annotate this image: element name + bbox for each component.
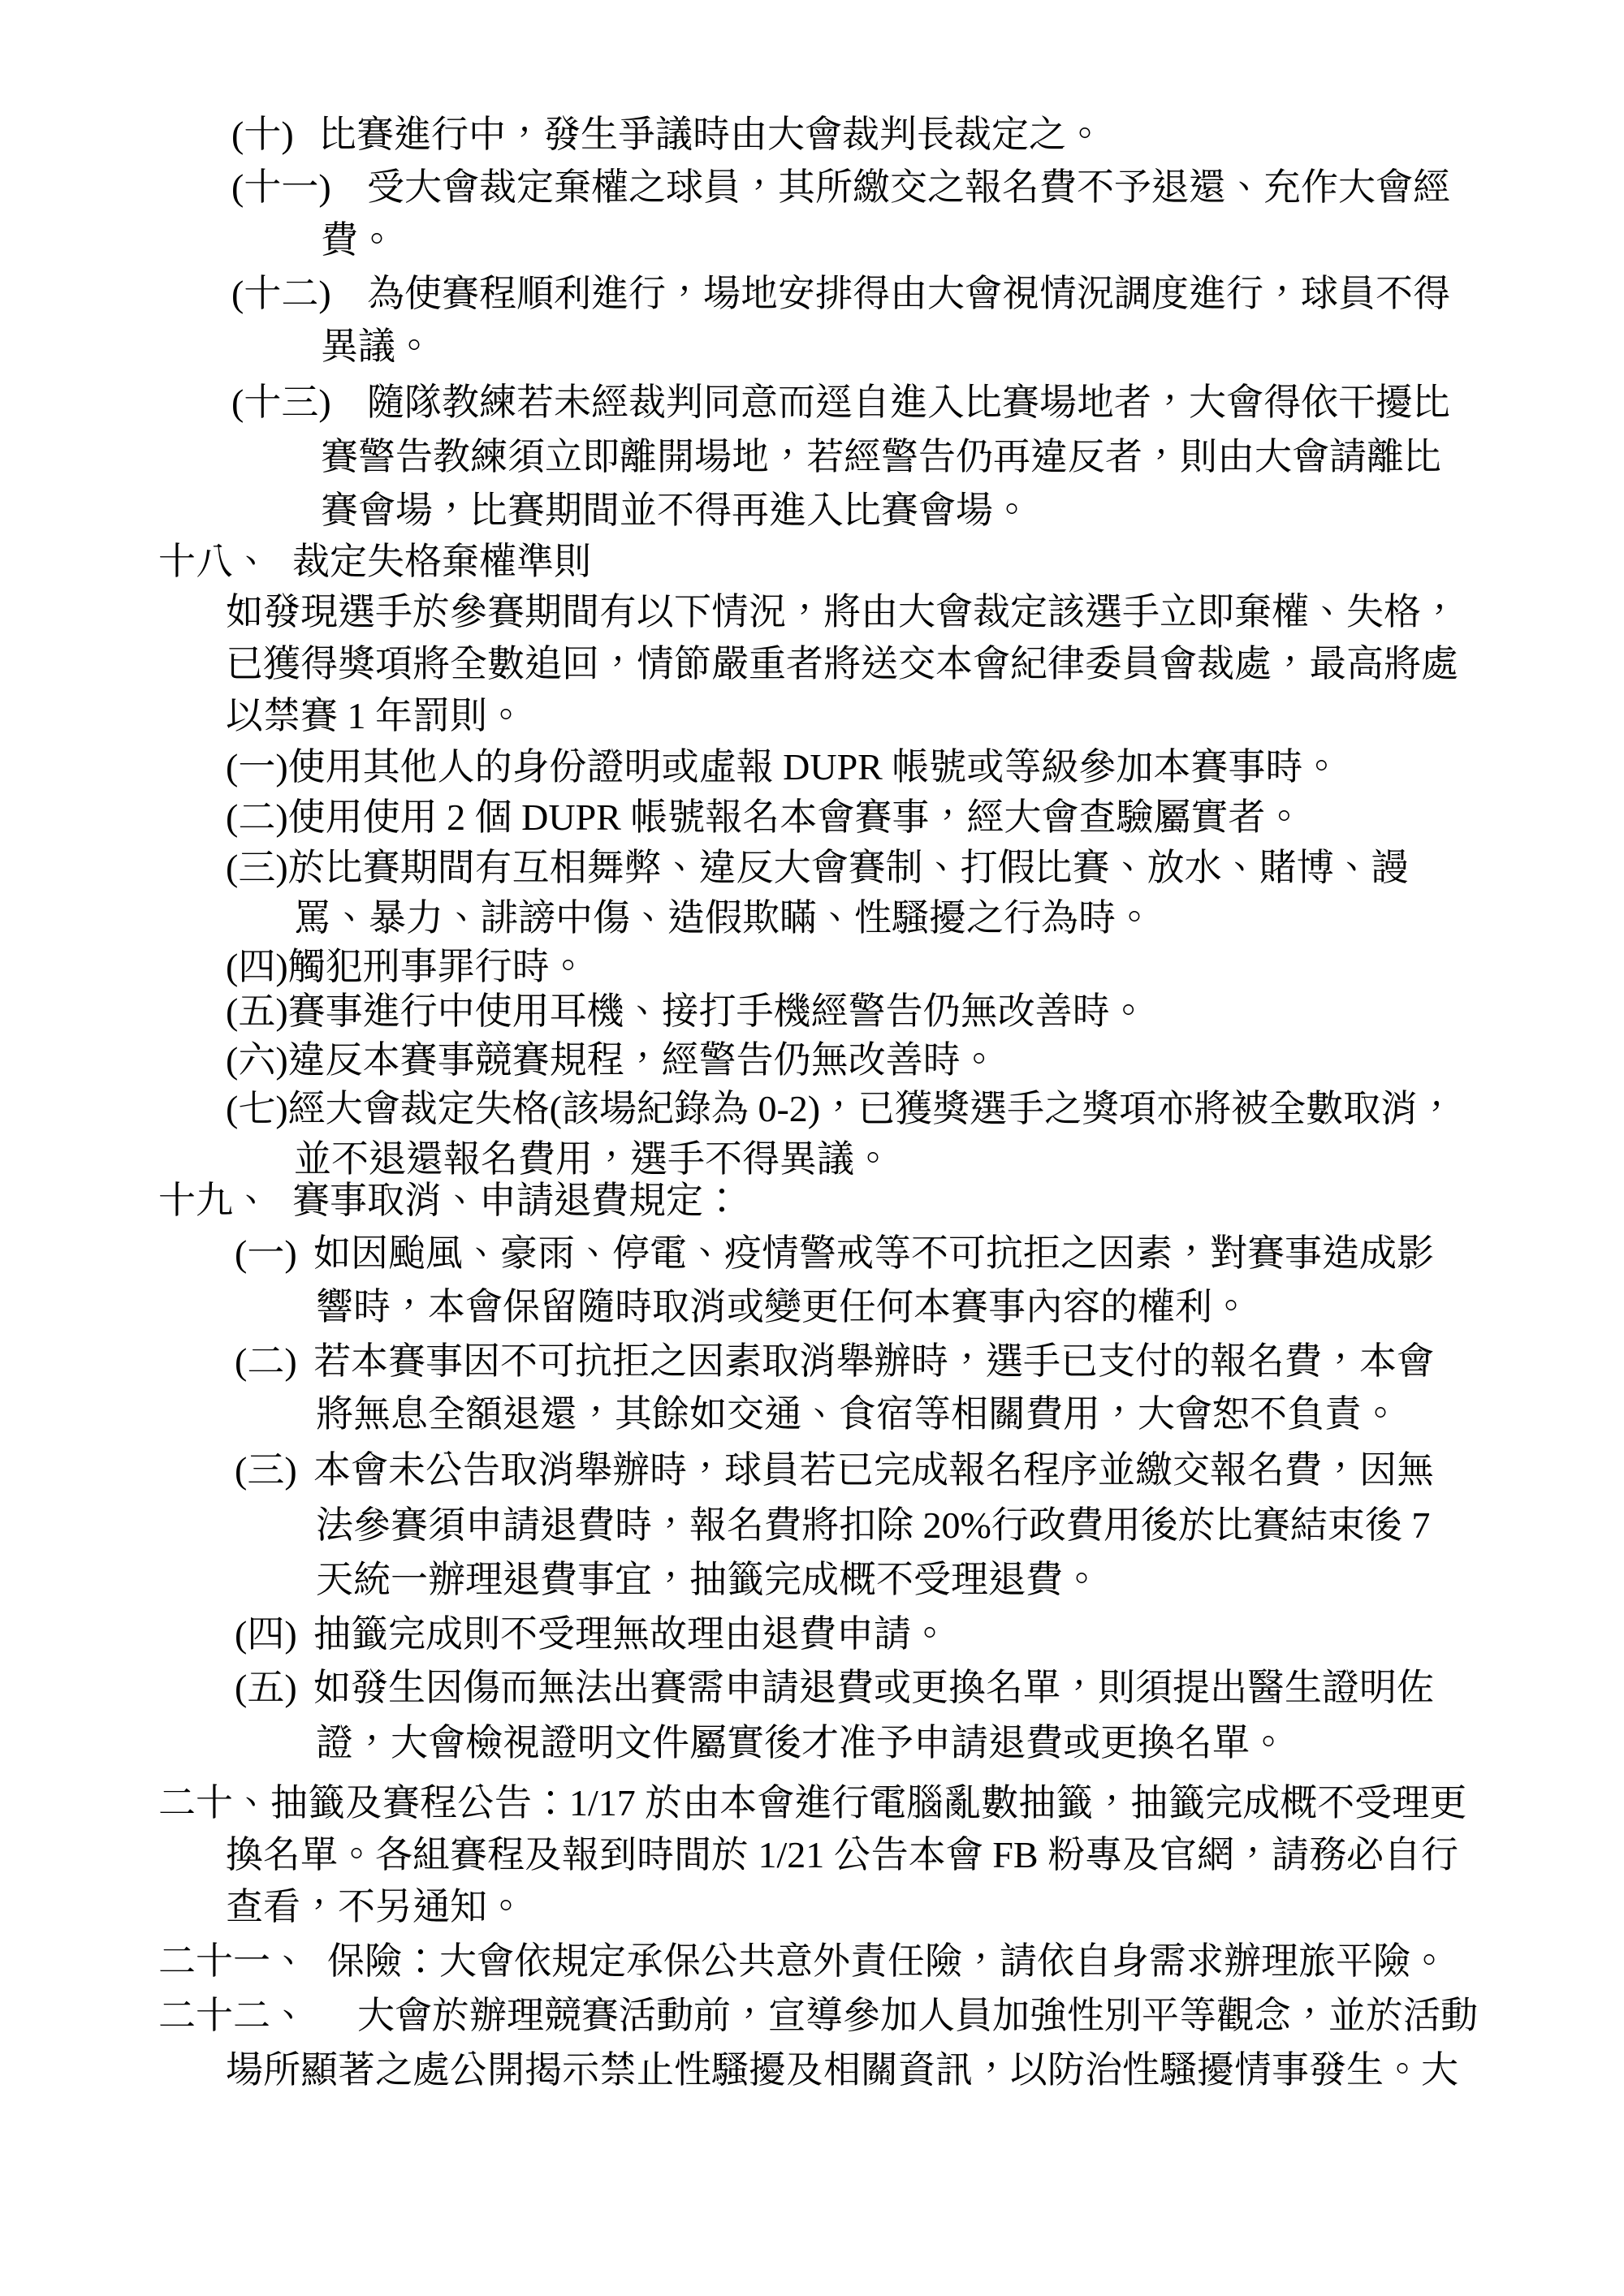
text-line xyxy=(0,326,1624,374)
text-segment: 如發生因傷而無法出賽需申請退費或更換名單，則須提出醫生證明佐 xyxy=(313,1667,1434,1708)
text-line xyxy=(0,490,1624,538)
text-line xyxy=(0,166,1624,215)
text-segment: (十) xyxy=(231,114,294,155)
text-line xyxy=(0,591,1624,640)
text-segment: 賽警告教練須立即離開場地，若經警告仍再違反者，則由大會請離比 xyxy=(321,436,1441,477)
text-segment: 保險：大會依規定承保公共意外責任險，請依自身需求辦理旅平險。 xyxy=(327,1940,1448,1982)
text-segment: 隨隊教練若未經裁判同意而逕自進入比賽場地者，大會得依干擾比 xyxy=(367,382,1450,423)
text-line xyxy=(0,1504,1624,1553)
text-line xyxy=(0,1613,1624,1662)
text-segment: 將無息全額退還，其餘如交通、食宿等相關費用，大會恕不負責。 xyxy=(316,1393,1399,1435)
text-segment: (七)經大會裁定失格(該場紀錄為 0-2)，已獲獎選手之獎項亦將被全數取消， xyxy=(226,1088,1456,1129)
text-segment: 抽籤及賽程公告：1/17 於由本會進行電腦亂數抽籤，抽籤完成概不受理更 xyxy=(270,1782,1467,1823)
text-line xyxy=(0,796,1624,845)
text-segment: 受大會裁定棄權之球員，其所繳交之報名費不予退還、充作大會經 xyxy=(367,166,1450,208)
text-segment: (一)使用其他人的身份證明或虛報 DUPR 帳號或等級參加本賽事時。 xyxy=(226,746,1341,788)
text-line xyxy=(0,1039,1624,1088)
text-line xyxy=(0,541,1624,589)
text-line xyxy=(0,897,1624,946)
text-segment: (二) xyxy=(235,1340,297,1382)
text-segment: (三) xyxy=(235,1449,297,1491)
text-segment: 二十一、 xyxy=(158,1940,308,1982)
text-segment: 裁定失格棄權準則 xyxy=(292,541,591,582)
text-line xyxy=(0,382,1624,430)
text-segment: 異議。 xyxy=(321,326,433,367)
text-segment: (四) xyxy=(235,1613,297,1655)
text-line xyxy=(0,1559,1624,1608)
text-line xyxy=(0,219,1624,268)
text-segment: 如因颱風、豪雨、停電、疫情警戒等不可抗拒之因素，對賽事造成影 xyxy=(313,1232,1434,1274)
text-line xyxy=(0,1782,1624,1831)
text-line xyxy=(0,1940,1624,1989)
text-segment: 換名單。各組賽程及報到時間於 1/21 公告本會 FB 粉專及官網，請務必自行 xyxy=(226,1834,1459,1875)
text-segment: (四)觸犯刑事罪行時。 xyxy=(226,946,587,987)
text-segment: 賽會場，比賽期間並不得再進入比賽會場。 xyxy=(321,490,1030,531)
text-segment: (六)違反本賽事競賽規程，經警告仍無改善時。 xyxy=(226,1039,998,1081)
text-line xyxy=(0,273,1624,322)
text-line xyxy=(0,746,1624,795)
text-segment: 若本賽事因不可抗拒之因素取消舉辦時，選手已支付的報名費，本會 xyxy=(313,1340,1434,1382)
text-segment: 為使賽程順利進行，場地安排得由大會視情況調度進行，球員不得 xyxy=(367,273,1450,314)
text-line xyxy=(0,1393,1624,1442)
text-segment: 如發現選手於參賽期間有以下情況，將由大會裁定該選手立即棄權、失格， xyxy=(226,591,1458,632)
text-segment: (十二) xyxy=(231,273,331,314)
text-line xyxy=(0,847,1624,896)
text-segment: 以禁賽 1 年罰則。 xyxy=(226,695,525,736)
text-segment: 二十、 xyxy=(158,1782,270,1823)
text-segment: 並不退還報名費用，選手不得異議。 xyxy=(294,1138,892,1180)
text-segment: 本會未公告取消舉辦時，球員若已完成報名程序並繳交報名費，因無 xyxy=(313,1449,1434,1491)
text-segment: 十九、 xyxy=(158,1180,270,1221)
text-segment: 費。 xyxy=(321,219,395,261)
text-line xyxy=(0,695,1624,744)
text-segment: 響時，本會保留隨時取消或變更任何本賽事內容的權利。 xyxy=(316,1286,1250,1327)
text-segment: 已獲得獎項將全數追回，情節嚴重者將送交本會紀律委員會裁處，最高將處 xyxy=(226,643,1458,684)
text-line xyxy=(0,1995,1624,2044)
text-segment: 抽籤完成則不受理無故理由退費申請。 xyxy=(313,1613,948,1655)
text-segment: (五) xyxy=(235,1667,297,1708)
text-segment: (五)賽事進行中使用耳機、接打手機經警告仍無改善時。 xyxy=(226,990,1147,1032)
text-line xyxy=(0,946,1624,995)
text-segment: 二十二、 xyxy=(158,1995,308,2036)
text-segment: 大會於辦理競賽活動前，宣導參加人員加強性別平等觀念，並於活動 xyxy=(357,1995,1478,2036)
text-segment: (二)使用使用 2 個 DUPR 帳號報名本會賽事，經大會查驗屬實者。 xyxy=(226,796,1303,838)
text-line xyxy=(0,1286,1624,1335)
text-line xyxy=(0,990,1624,1039)
text-line xyxy=(0,1180,1624,1228)
text-segment: 十八、 xyxy=(158,541,270,582)
text-segment: (一) xyxy=(235,1232,297,1274)
text-line xyxy=(0,436,1624,485)
text-segment: (十一) xyxy=(231,166,331,208)
text-line xyxy=(0,1340,1624,1389)
text-segment: 場所顯著之處公開揭示禁止性騷擾及相關資訊，以防治性騷擾情事發生。大 xyxy=(226,2049,1458,2091)
text-line xyxy=(0,114,1624,162)
text-line xyxy=(0,1449,1624,1498)
text-segment: (三)於比賽期間有互相舞弊、違反大會賽制、打假比賽、放水、賭博、謾 xyxy=(226,847,1409,888)
text-line xyxy=(0,2049,1624,2098)
text-segment: 證，大會檢視證明文件屬實後才准予申請退費或更換名單。 xyxy=(316,1722,1287,1763)
text-segment: 天統一辦理退費事宜，抽籤完成概不受理退費。 xyxy=(316,1559,1100,1600)
text-segment: (十三) xyxy=(231,382,331,423)
text-segment: 賽事取消、申請退費規定： xyxy=(292,1180,741,1221)
text-segment: 查看，不另通知。 xyxy=(226,1886,525,1927)
text-line xyxy=(0,1886,1624,1935)
text-line xyxy=(0,643,1624,692)
text-line xyxy=(0,1088,1624,1137)
text-segment: 比賽進行中，發生爭議時由大會裁判長裁定之。 xyxy=(319,114,1104,155)
text-line xyxy=(0,1834,1624,1883)
text-line xyxy=(0,1232,1624,1281)
text-segment: 罵、暴力、誹謗中傷、造假欺瞞、性騷擾之行為時。 xyxy=(294,897,1153,939)
text-line xyxy=(0,1722,1624,1771)
text-line xyxy=(0,1667,1624,1716)
text-segment: 法參賽須申請退費時，報名費將扣除 20%行政費用後於比賽結束後 7 xyxy=(316,1504,1431,1546)
